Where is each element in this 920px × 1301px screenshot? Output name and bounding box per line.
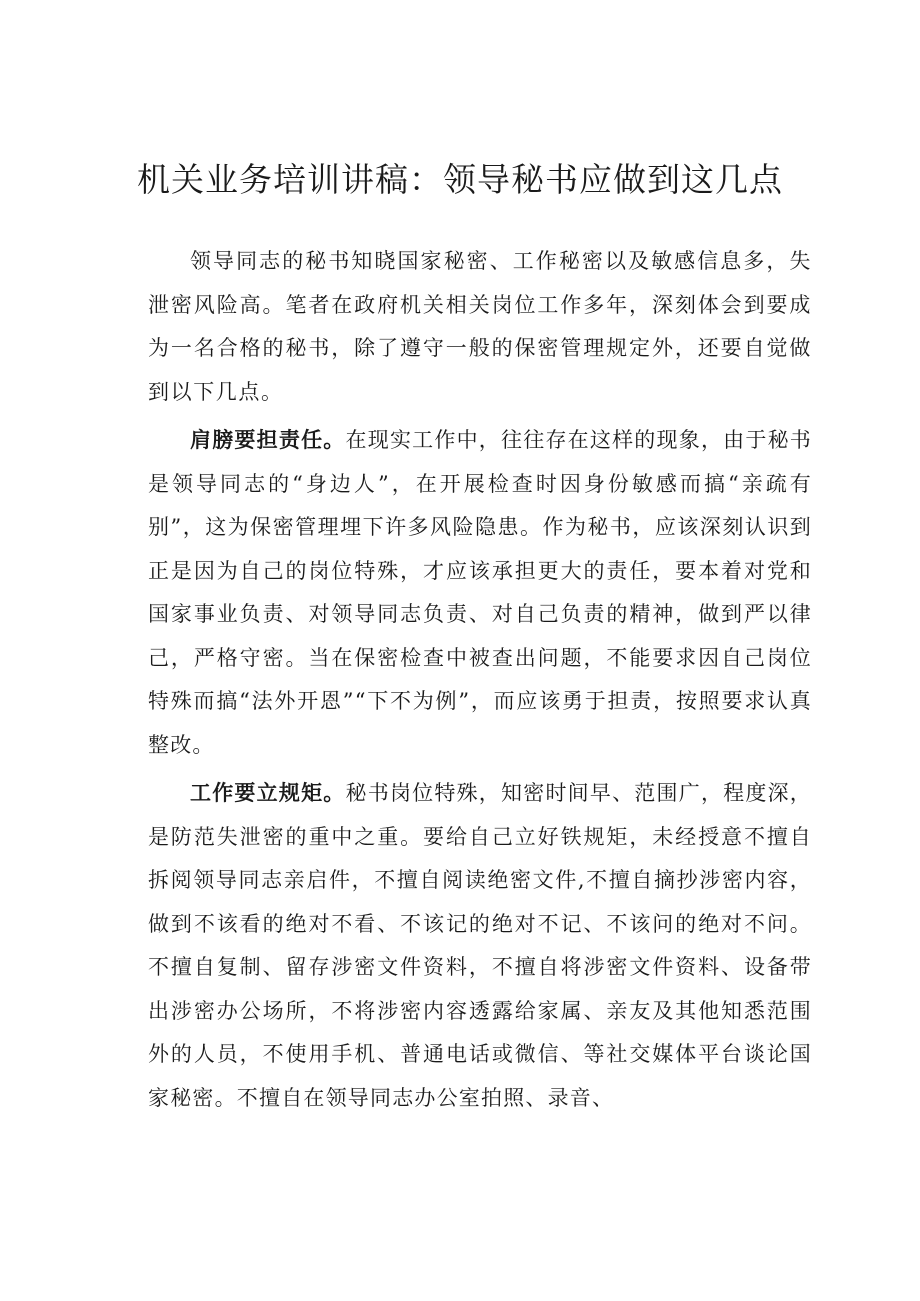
intro-paragraph: 领导同志的秘书知晓国家秘密、工作秘密以及敏感信息多，失泄密风险高。笔者在政府机关相关岗位工作多年，深刻体会到要成为一名合格的秘书，除了遵守一般的保密管理规定外，还要自觉做到以下几点。 [148,249,812,404]
section-text-rules: 秘书岗位特殊，知密时间早、范围广，程度深，是防范失泄密的重中之重。要给自己立好铁规矩，未经授意不擅自拆阅领导同志亲启件，不擅自阅读绝密文件,不擅自摘抄涉密内容，做到不该看的绝对不看、不该记的绝对不记、不该问的绝对不问。不擅自复制、留存涉密文件资料，不擅自将涉密文件资料、设备带出涉密办公场所，不将涉密内容透露给家属、亲友及其他知悉范围外的人员，不使用手机、普通电话或微信、等社交媒体平台谈论国家秘密。不擅自在领导同志办公室拍照、录音、 [148,781,813,1110]
document-title: 机关业务培训讲稿：领导秘书应做到这几点 [137,160,783,199]
section-heading-rules: 工作要立规矩。 [190,780,346,805]
document-body [148,240,812,1124]
section-paragraph-rules [148,771,812,1120]
section-paragraph-responsibility [148,418,812,767]
section-text-responsibility: 在现实工作中，往往存在这样的现象，由于秘书是领导同志的“身边人”，在开展检查时因身份敏感而搞“亲疏有别”，这为保密管理埋下许多风险隐患。作为秘书，应该深刻认识到正是因为自己的岗位特殊，才应该承担更大的责任，要本着对党和国家事业负责、对领导同志负责、对自己负责的精神，做到严以律己，严格守密。当在保密检查中被查出问题，不能要求因自己岗位特殊而搞“法外开恩”“下不为例”，而应该勇于担责，按照要求认真整改。 [148,428,813,757]
section-heading-responsibility: 肩膀要担责任。 [190,427,346,452]
